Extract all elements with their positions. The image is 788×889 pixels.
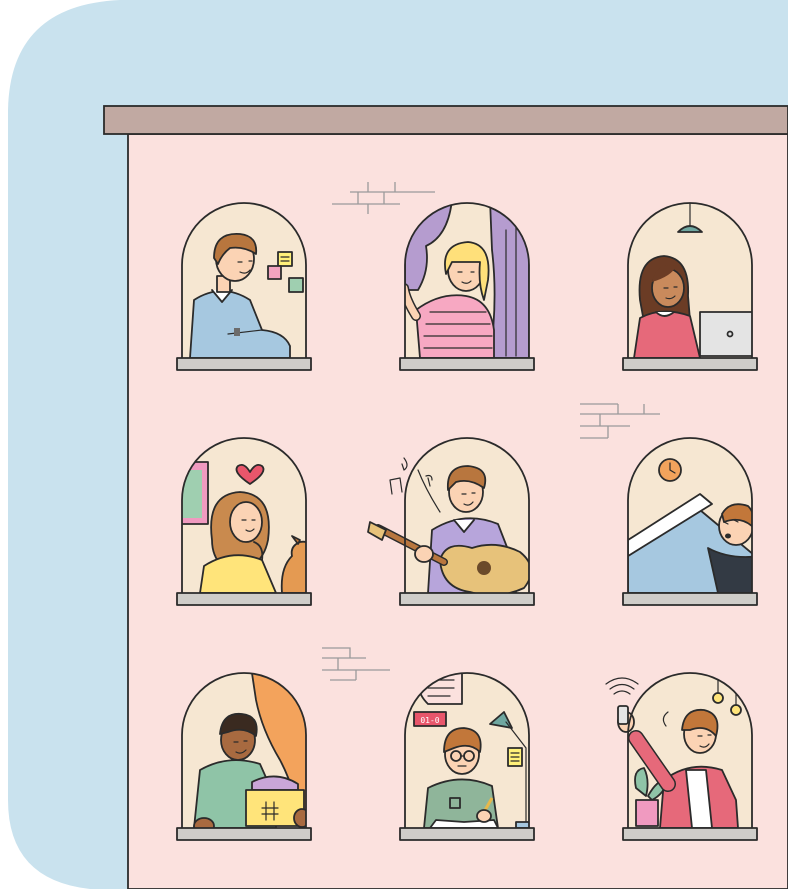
building-roof [104, 106, 788, 134]
window-woman-waving-curtains [400, 200, 534, 370]
window-boy-studying [400, 670, 536, 840]
light-bulb-icon [713, 693, 723, 703]
light-bulb-icon-2 [731, 705, 741, 715]
book-label-text: 01-0 [420, 716, 440, 725]
window-man-sticky-notes [177, 203, 311, 370]
window-person-sleeping [623, 438, 760, 605]
